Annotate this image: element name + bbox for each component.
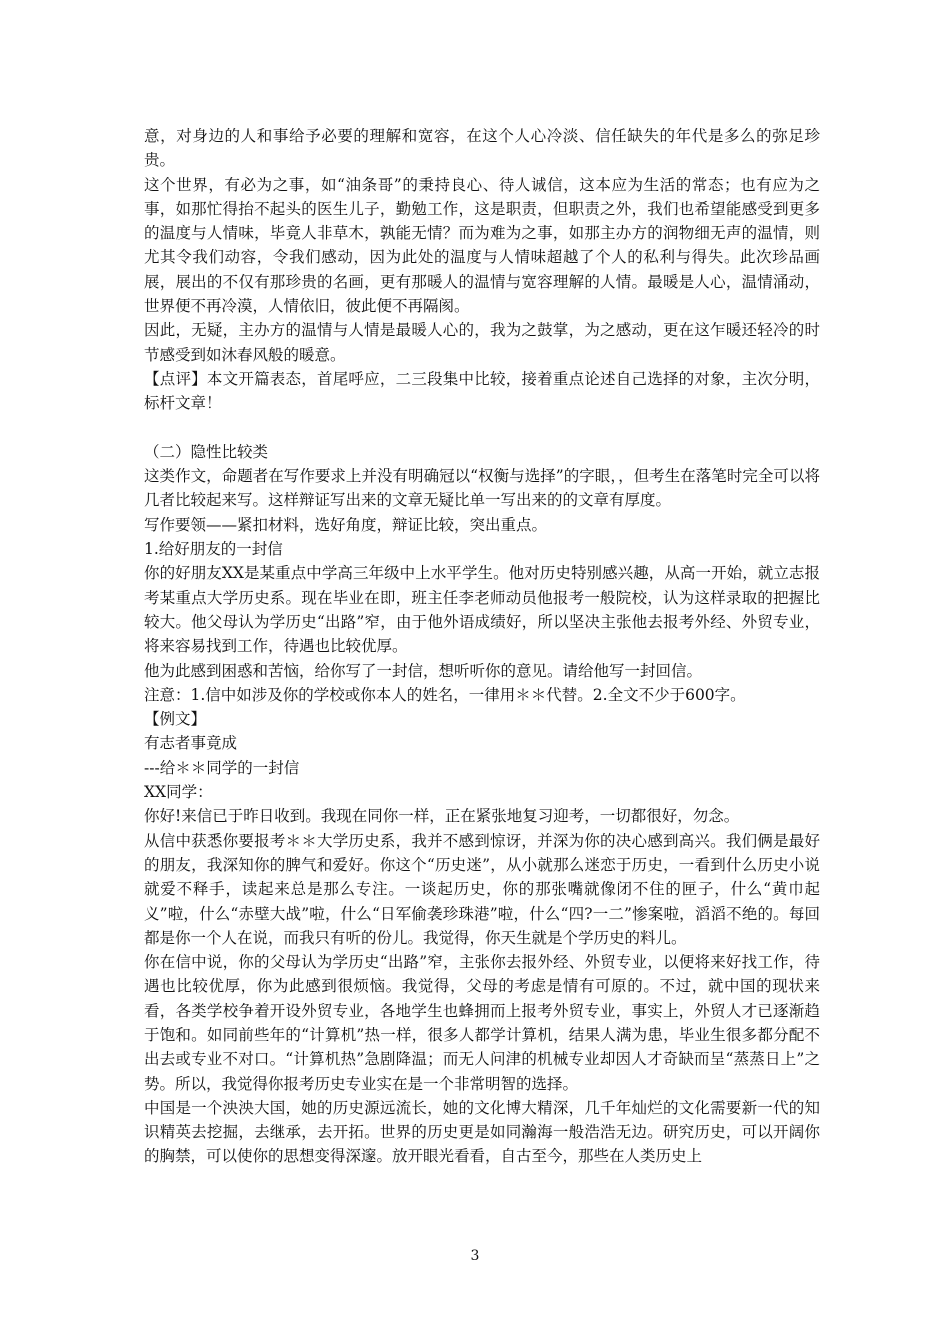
page-number: 3 xyxy=(470,1248,480,1264)
topic-heading: 1.给好朋友的一封信 xyxy=(144,540,283,559)
body-paragraph: 写作要领——紧扣材料，选好角度，辩证比较，突出重点。 xyxy=(144,515,548,534)
body-paragraph: 他为此感到困惑和苦恼，给你写了一封信，想听听你的意见。请给他写一封回信。 xyxy=(144,661,703,680)
body-paragraph: 从信中获悉你要报考＊＊大学历史系，我并不感到惊讶，并深为你的决心感到高兴。我们俩是最好的朋友，我深知你的脾气和爱好。你这个“历史迷”，从小就那么迷恋于历史，一看到什么历史小说就爱不释手，读起来总是那么专注。一谈起历史，你的那张嘴就像闭不住的匣子，什么“黄巾起义”啦，什么“赤壁大战”啦，什么“日军偷袭珍珠港”啦，什么“四?一二”惨案啦，滔滔不绝的。每回都是你一个人在说，而我只有听的份儿。我觉得，你天生就是个学历史的料儿。 xyxy=(144,831,820,947)
document-body xyxy=(144,124,820,1169)
letter-salutation: XX同学： xyxy=(144,783,213,802)
essay-title: 有志者事竟成 xyxy=(144,734,238,753)
body-paragraph: 这类作文，命题者在写作要求上并没有明确冠以“权衡与选择”的字眼，，但考生在落笔时完全可以将几者比较起来写。这样辩证写出来的文章无疑比单一写出来的的文章有厚度。 xyxy=(144,467,820,510)
essay-subtitle: ---给＊＊同学的一封信 xyxy=(144,758,300,777)
comment-paragraph: 【点评】本文开篇表态，首尾呼应，二三段集中比较，接着重点论述自己选择的对象，主次分明，标杆文章！ xyxy=(144,369,820,413)
example-label: 【例文】 xyxy=(144,710,207,729)
body-paragraph: 中国是一个泱泱大国，她的历史源远流长，她的文化博大精深，几千年灿烂的文化需要新一代的知识精英去挖掘，去继承，去开拓。世界的历史更是如同瀚海一般浩浩无边。研究历史，可以开阔你的胸禁，可以使你的思想变得深邃。放开眼光看看，自古至今，那些在人类历史上 xyxy=(144,1098,820,1166)
note-paragraph: 注意：1.信中如涉及你的学校或你本人的姓名，一律用＊＊代替。2.全文不少于600字。 xyxy=(144,685,746,704)
body-paragraph: 你的好朋友XX是某重点中学高三年级中上水平学生。他对历史特别感兴趣，从高一开始，就立志报考某重点大学历史系。现在毕业在即，班主任李老师动员他报考一般院校，认为这样录取的把握比较大。他父母认为学历史“出路”窄，由于他外语成绩好，所以坚决主张他去报考外经、外贸专业，将来容易找到工作，待遇也比较优厚。 xyxy=(144,564,820,656)
body-paragraph: 这个世界，有必为之事，如“油条哥”的秉持良心、待人诚信，这本应为生活的常态；也有应为之事，如那忙得抬不起头的医生儿子，勤勉工作，这是职责，但职责之外，我们也希望能感受到更多的温度与人情味，毕竟人非草木，孰能无情？而为难为之事，如那主办方的润物细无声的温情，则尤其令我们动容，令我们感动，因为此处的温度与人情味超越了个人的私利与得失。此次珍品画展，展出的不仅有那珍贵的名画，更有那暖人的温情与宽容理解的人情。最暖是人心，温情涌动，世界便不再冷漠，人情依旧，彼此便不再隔阂。 xyxy=(144,175,820,316)
body-paragraph: 因此，无疑，主办方的温情与人情是最暖人心的，我为之鼓掌，为之感动，更在这乍暖还轻冷的时节感受到如沐春风般的暖意。 xyxy=(144,321,820,364)
section-heading: （二）隐性比较类 xyxy=(144,442,269,461)
body-paragraph: 你好!来信已于昨日收到。我现在同你一样，正在紧张地复习迎考，一切都很好，勿念。 xyxy=(144,807,740,826)
body-paragraph: 意，对身边的人和事给予必要的理解和宽容，在这个人心冷淡、信任缺失的年代是多么的弥足珍贵。 xyxy=(144,127,820,170)
body-paragraph: 你在信中说，你的父母认为学历史“出路”窄，主张你去报外经、外贸专业，以便将来好找工作，待遇也比较优厚，你为此感到很烦恼。我觉得，父母的考虑是情有可原的。不过，就中国的现状来看，各类学校争着开设外贸专业，各地学生也蜂拥而上报考外贸专业，事实上，外贸人才已逐渐趋于饱和。如同前些年的“计算机”热一样，很多人都学计算机，结果人满为患，毕业生很多都分配不出去或专业不对口。“计算机热”急剧降温；而无人问津的机械专业却因人才奇缺而呈“蒸蒸日上”之势。所以，我觉得你报考历史专业实在是一个非常明智的选择。 xyxy=(144,953,820,1093)
blank-line xyxy=(144,416,820,440)
